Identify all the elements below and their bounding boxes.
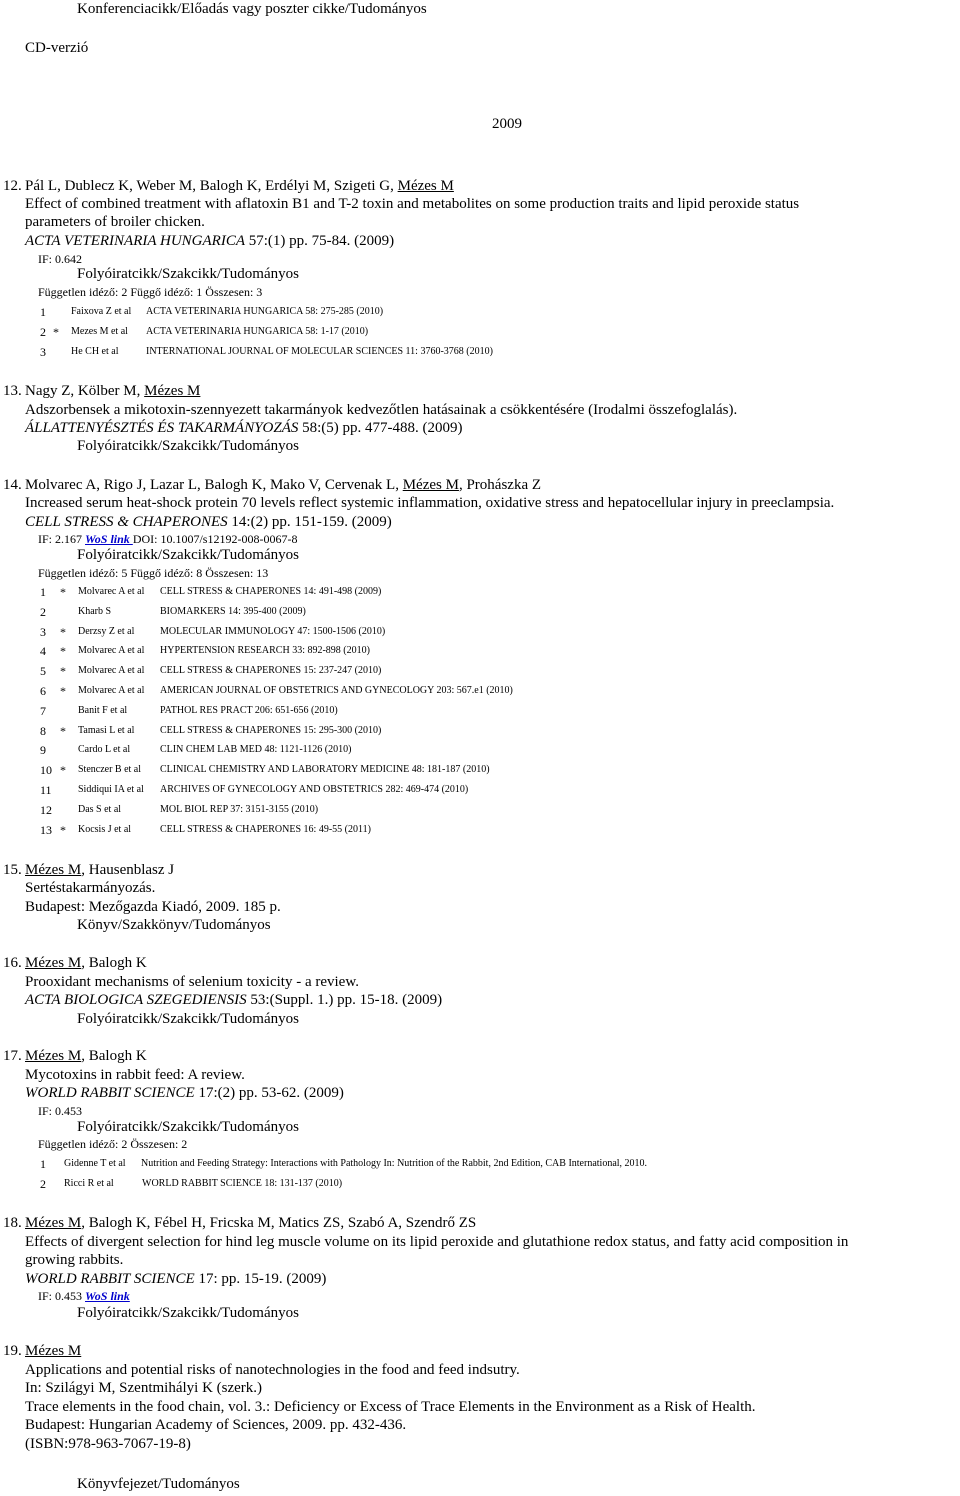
author-highlight: Mézes M — [25, 1048, 82, 1064]
title: Applications and potential risks of nanotechnologies in the food and feed indsutry. — [25, 1362, 520, 1378]
title: Adszorbensek a mikotoxin-szennyezett takarmányok kedvezőtlen hatásainak a csökkentésére (Irodalmi összefoglalás). — [25, 402, 738, 418]
journal-name: WORLD RABBIT SCIENCE — [25, 1271, 195, 1287]
citation-number: 10 — [40, 763, 52, 778]
citation-dependent-marker: * — [60, 664, 66, 679]
journal-details: 17: pp. 15-19. (2009) — [194, 1271, 327, 1287]
citation-author: Siddiqui IA et al — [78, 784, 144, 795]
authors — [25, 954, 147, 972]
citation-reference: CLINICAL CHEMISTRY AND LABORATORY MEDICINE 48: 181-187 (2010) — [160, 764, 490, 776]
citation-reference: WORLD RABBIT SCIENCE 18: 131-137 (2010) — [142, 1178, 343, 1189]
title: Prooxidant mechanisms of selenium toxicity - a review. — [25, 974, 359, 990]
impact-factor: IF: 0.453 — [38, 1289, 86, 1303]
entry-number: 12. — [3, 178, 22, 194]
citation-reference: ACTA VETERINARIA HUNGARICA 58: 275-285 (2010) — [146, 306, 384, 317]
citation-author: Das S et al — [78, 803, 122, 815]
citation-number: 6 — [40, 684, 46, 698]
journal-line — [25, 1270, 326, 1288]
journal-name: ACTA BIOLOGICA SZEGEDIENSIS — [25, 992, 247, 1008]
top-category: Konferenciacikk/Előadás vagy poszter cikke/Tudományos — [77, 1, 427, 17]
citation-author: Derzsy Z et al — [78, 625, 135, 637]
impact-factor: IF: 2.167 — [38, 532, 86, 546]
citation-reference: AMERICAN JOURNAL OF OBSTETRICS AND GYNECOLOGY 203: 567.e1 (2010) — [160, 685, 513, 696]
author-highlight: Mézes M — [144, 383, 201, 399]
citation-author: Kharb S — [78, 605, 112, 617]
authors-post: , Balogh K — [81, 955, 147, 971]
citation-author: Faixova Z et al — [71, 306, 132, 317]
authors-post: , Prohászka Z — [458, 477, 542, 493]
authors-post: , Balogh K, Fébel H, Fricska M, Matics ZS, Szabó A, Szendrő ZS — [81, 1215, 477, 1231]
impact-factor-line — [38, 1289, 130, 1303]
citation-dependent-marker: * — [60, 684, 66, 698]
citation-number: 7 — [40, 703, 46, 718]
impact-factor: IF: 0.642 — [38, 252, 83, 266]
citation-author: Tamasi L et al — [78, 724, 135, 736]
citation-dependent-marker: * — [53, 325, 59, 339]
publication-category: Folyóiratcikk/Szakcikk/Tudományos — [77, 1305, 299, 1321]
citation-author: He CH et al — [71, 346, 119, 357]
citation-dependent-marker: * — [60, 644, 66, 659]
journal-details: 14:(2) pp. 151-159. (2009) — [227, 514, 392, 530]
journal-name: ACTA VETERINARIA HUNGARICA — [25, 233, 245, 249]
authors-post: , Balogh K — [81, 1048, 147, 1064]
citation-number: 1 — [40, 305, 46, 319]
entry-number: 18. — [3, 1215, 22, 1231]
impact-factor: IF: 0.453 — [38, 1104, 83, 1118]
authors — [25, 861, 174, 879]
wos-link[interactable]: WoS link — [85, 532, 133, 546]
title-line-2: parameters of broiler chicken. — [25, 214, 205, 230]
citation-author: Kocsis J et al — [78, 823, 132, 835]
title-line-2: growing rabbits. — [25, 1252, 124, 1268]
journal-line — [25, 513, 392, 531]
entry-number: 13. — [3, 383, 22, 399]
isbn: (ISBN:978-963-7067-19-8) — [25, 1436, 191, 1452]
citation-author: Molvarec A et al — [78, 586, 145, 597]
journal-name: ÁLLATTENYÉSZTÉS ÉS TAKARMÁNYOZÁS — [25, 420, 299, 436]
citation-dependent-marker: * — [60, 822, 66, 837]
authors — [25, 476, 541, 494]
author-highlight: Mézes M — [25, 862, 82, 878]
authors — [25, 1342, 81, 1360]
title-line-1: Effects of divergent selection for hind leg muscle volume on its lipid peroxide and glutathione redox status, and fatty acid composition in — [25, 1234, 849, 1250]
citation-dependent-marker: * — [60, 763, 66, 778]
citation-author: Molvarec A et al — [78, 665, 145, 677]
doi: DOI: 10.1007/s12192-008-0067-8 — [132, 532, 298, 546]
publication-category: Folyóiratcikk/Szakcikk/Tudományos — [77, 1119, 299, 1135]
citation-number: 2 — [40, 325, 46, 339]
wos-link[interactable]: WoS link — [85, 1289, 130, 1303]
citation-number: 2 — [40, 604, 46, 619]
journal-details: 53:(Suppl. 1.) pp. 15-18. (2009) — [246, 992, 443, 1008]
citation-author: Cardo L et al — [78, 744, 131, 756]
authors — [25, 1214, 476, 1232]
journal-name: CELL STRESS & CHAPERONES — [25, 514, 228, 530]
entry-number: 17. — [3, 1048, 22, 1064]
publication-category: Folyóiratcikk/Szakcikk/Tudományos — [77, 266, 299, 282]
citation-number: 2 — [40, 1177, 46, 1191]
authors — [25, 1047, 147, 1065]
citation-author: Molvarec A et al — [78, 645, 145, 657]
entry-number: 14. — [3, 477, 22, 493]
authors-post: , Hausenblasz J — [81, 862, 175, 878]
publication-category: Folyóiratcikk/Szakcikk/Tudományos — [77, 547, 299, 563]
citation-reference: CLIN CHEM LAB MED 48: 1121-1126 (2010) — [160, 744, 352, 756]
publisher: Budapest: Mezőgazda Kiadó, 2009. 185 p. — [25, 899, 281, 915]
citation-author: Mezes M et al — [71, 326, 128, 337]
citation-number: 4 — [40, 644, 46, 659]
year-heading: 2009 — [492, 116, 522, 132]
citation-dependent-marker: * — [60, 585, 66, 599]
citation-number: 9 — [40, 743, 46, 758]
publisher: Budapest: Hungarian Academy of Sciences, 2009. pp. 432-436. — [25, 1417, 407, 1433]
citation-number: 11 — [40, 783, 52, 797]
citation-reference: MOLECULAR IMMUNOLOGY 47: 1500-1506 (2010) — [160, 625, 386, 637]
title: Increased serum heat-shock protein 70 levels reflect systemic inflammation, oxidative stress and hepatocellular injury in preeclampsia. — [25, 495, 835, 511]
title: Mycotoxins in rabbit feed: A review. — [25, 1067, 245, 1083]
citation-number: 1 — [40, 585, 46, 599]
author-highlight: Mézes M — [402, 477, 459, 493]
editors: In: Szilágyi M, Szentmihályi K (szerk.) — [25, 1380, 263, 1396]
entry-number: 16. — [3, 955, 22, 971]
citation-reference: MOL BIOL REP 37: 3151-3155 (2010) — [160, 803, 319, 815]
title-line-1: Effect of combined treatment with aflatoxin B1 and T-2 toxin and metabolites on some production traits and lipid peroxide status — [25, 196, 800, 212]
citation-dependent-marker: * — [60, 723, 66, 738]
impact-factor-line — [38, 532, 297, 546]
journal-details: 57:(1) pp. 75-84. (2009) — [244, 233, 395, 249]
citation-summary: Független idéző: 2 Függő idéző: 1 Összesen: 3 — [38, 285, 263, 299]
citation-number: 12 — [40, 802, 52, 817]
citation-author: Molvarec A et al — [78, 685, 145, 696]
citation-reference: ARCHIVES OF GYNECOLOGY AND OBSTETRICS 282: 469-474 (2010) — [160, 784, 469, 795]
citation-reference: CELL STRESS & CHAPERONES 15: 237-247 (2010) — [160, 665, 382, 677]
publication-category: Könyv/Szakkönyv/Tudományos — [77, 917, 271, 933]
citation-number: 1 — [40, 1157, 46, 1171]
citation-number: 3 — [40, 624, 46, 639]
citation-author: Stenczer B et al — [78, 764, 142, 776]
authors — [25, 177, 454, 195]
journal-line — [25, 232, 394, 250]
citation-summary: Független idéző: 5 Függő idéző: 8 Összesen: 13 — [38, 566, 269, 580]
citation-reference: CELL STRESS & CHAPERONES 15: 295-300 (2010) — [160, 724, 382, 736]
citation-reference: Nutrition and Feeding Strategy: Interactions with Pathology In: Nutrition of the Rabbit, 2nd Edition, CAB International, 2010. — [141, 1158, 648, 1169]
author-highlight: Mézes M — [25, 1215, 82, 1231]
publication-category: Folyóiratcikk/Szakcikk/Tudományos — [77, 1011, 299, 1027]
journal-details: 17:(2) pp. 53-62. (2009) — [194, 1085, 344, 1101]
author-highlight: Mézes M — [397, 178, 454, 194]
citation-author: Gidenne T et al — [64, 1158, 126, 1169]
citation-reference: CELL STRESS & CHAPERONES 14: 491-498 (2009) — [160, 586, 382, 597]
citation-dependent-marker: * — [60, 624, 66, 639]
citation-reference: HYPERTENSION RESEARCH 33: 892-898 (2010) — [160, 645, 370, 657]
journal-details: 58:(5) pp. 477-488. (2009) — [298, 420, 463, 436]
cd-version-label: CD-verzió — [25, 40, 89, 56]
citation-reference: PATHOL RES PRACT 206: 651-656 (2010) — [160, 704, 338, 716]
citation-reference: CELL STRESS & CHAPERONES 16: 49-55 (2011) — [160, 823, 371, 835]
title: Sertéstakarmányozás. — [25, 880, 156, 896]
publication-category: Könyvfejezet/Tudományos — [77, 1476, 240, 1492]
citation-number: 3 — [40, 345, 46, 359]
authors-pre: Nagy Z, Kölber M, — [25, 383, 145, 399]
authors — [25, 382, 200, 400]
publication-category: Folyóiratcikk/Szakcikk/Tudományos — [77, 438, 299, 454]
citation-reference: BIOMARKERS 14: 395-400 (2009) — [160, 605, 306, 617]
citation-number: 5 — [40, 664, 46, 679]
citation-summary: Független idéző: 2 Összesen: 2 — [38, 1137, 188, 1151]
citation-reference: ACTA VETERINARIA HUNGARICA 58: 1-17 (2010) — [146, 326, 369, 337]
entry-number: 19. — [3, 1343, 22, 1359]
entry-number: 15. — [3, 862, 22, 878]
author-highlight: Mézes M — [25, 955, 82, 971]
citation-number: 8 — [40, 723, 46, 738]
authors-pre: Pál L, Dublecz K, Weber M, Balogh K, Erdélyi M, Szigeti G, — [25, 178, 398, 194]
journal-name: WORLD RABBIT SCIENCE — [25, 1085, 195, 1101]
citation-author: Banit F et al — [78, 704, 128, 716]
journal-line — [25, 1084, 344, 1102]
citation-reference: INTERNATIONAL JOURNAL OF MOLECULAR SCIENCES 11: 3760-3768 (2010) — [146, 346, 493, 357]
journal-line — [25, 991, 442, 1009]
journal-line — [25, 419, 463, 437]
citation-author: Ricci R et al — [64, 1178, 114, 1189]
author-highlight: Mézes M — [25, 1343, 82, 1359]
authors-pre: Molvarec A, Rigo J, Lazar L, Balogh K, Mako V, Cervenak L, — [25, 477, 403, 493]
book-title: Trace elements in the food chain, vol. 3.: Deficiency or Excess of Trace Elements in the Environment as a Risk of Health. — [25, 1399, 756, 1415]
citation-number: 13 — [40, 822, 52, 837]
